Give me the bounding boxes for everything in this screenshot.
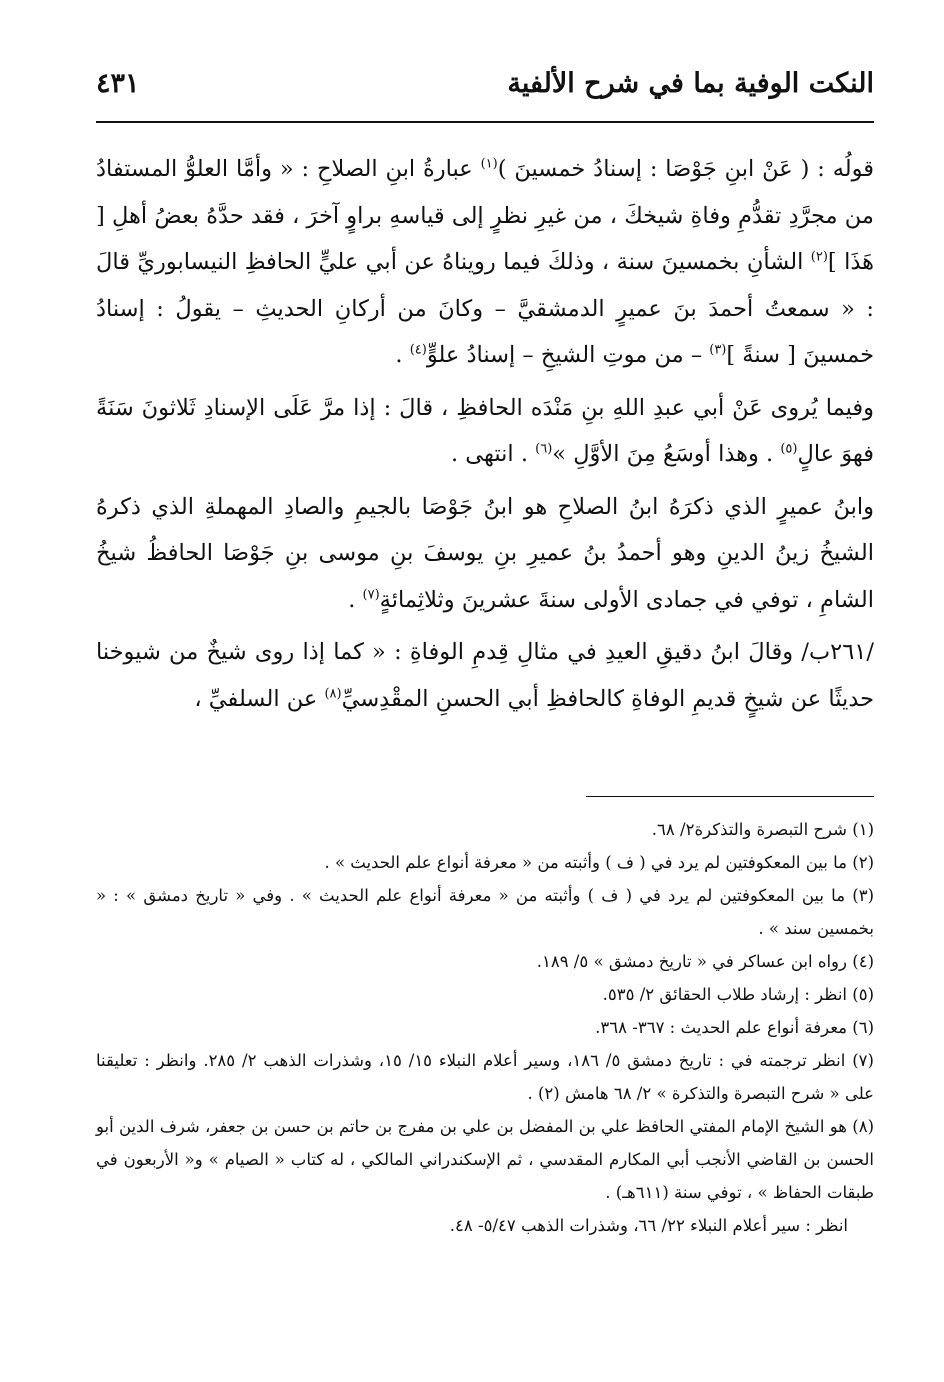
running-header xyxy=(96,68,874,120)
footnote-text: انظر : إرشاد طلاب الحقائق ٢/ ٥٣٥. xyxy=(602,985,847,1004)
footnote-1 xyxy=(96,813,874,846)
p2-text-c: . انتهى . xyxy=(450,441,536,467)
footnote-ref-6: (٦) xyxy=(535,441,553,457)
p3-text-a: وابنُ عميرٍ الذي ذكرَهُ ابنُ الصلاحِ هو ابنُ جَوْصَا بالجيمِ والصادِ المهملةِ الذي ذكرهُ الشيخُ زينُ الدينِ وهو أحمدُ بنُ عميرِ بنِ يوسفَ بنِ موسى بنِ جَوْصَا الحافظُ شيخُ الشامِ ، توفي في جمادى الأولى سنةَ عشرينَ وثلاثِمائةٍ xyxy=(96,493,874,613)
footnote-2 xyxy=(96,846,874,879)
footnote-ref-3: (٣) xyxy=(709,342,727,358)
footnote-text: رواه ابن عساكر في « تاريخ دمشق » ٥/ ١٨٩. xyxy=(536,952,847,971)
footnote-rule xyxy=(586,796,874,797)
footnote-number: (٢) xyxy=(852,853,874,872)
footnote-4 xyxy=(96,945,874,978)
footnote-text: هو الشيخ الإمام المفتي الحافظ علي بن المفضل بن علي بن مفرج بن حاتم بن حسن بن جعفر، شرف الدين أبو الحسن بن القاضي الأنجب أبي المكارم المقدسي ، ثم الإسكندراني المالكي ، له كتاب « الصيام » و« الأربعون في طبقات الحفاظ » ، توفي سنة (٦١١هـ) . xyxy=(96,1117,874,1202)
footnote-text: ما بين المعكوفتين لم يرد في ( ف ) وأثبته من « معرفة أنواع علم الحديث » . xyxy=(324,853,847,872)
p1-text-d: – من موتِ الشيخِ – إسنادُ علوٍّ xyxy=(426,342,710,368)
paragraph-1 xyxy=(96,146,874,379)
footnote-number: (٥) xyxy=(852,985,874,1004)
footnote-text: ما بين المعكوفتين لم يرد في ( ف ) وأثبته من « معرفة أنواع علم الحديث » . وفي « تاريخ دمشق » : « بخمسين سند » . xyxy=(96,886,874,938)
page-number: ٤٣١ xyxy=(96,68,140,99)
footnote-5 xyxy=(96,978,874,1011)
p1-text-c: الشأنِ بخمسينَ سنة ، وذلكَ فيما رويناهُ عن أبي عليٍّ الحافظِ النيسابوريِّ قالَ : « سمعتُ أحمدَ بنَ عميرٍ الدمشقيَّ – وكانَ من أركانِ الحديثِ – يقولُ : إسنادُ خمسينَ [ سنةً ] xyxy=(96,249,874,368)
p2-text-b: . وهذا أوسَعُ مِنَ الأوَّلِ » xyxy=(552,441,781,467)
footnote-ref-4: (٤) xyxy=(409,342,427,358)
paragraph-3 xyxy=(96,484,874,624)
footnote-number: (١) xyxy=(852,820,874,839)
footnote-number: (٣) xyxy=(852,886,874,905)
book-title: النكت الوفية بما في شرح الألفية xyxy=(507,68,874,99)
footnote-text: انظر ترجمته في : تاريخ دمشق ٥/ ١٨٦، وسير أعلام النبلاء ١٥/ ١٥، وشذرات الذهب ٢/ ٢٨٥. وانظر : تعليقنا على « شرح التبصرة والتذكرة » ٢/ ٦٨ هامش (٢) . xyxy=(96,1051,874,1103)
footnote-6 xyxy=(96,1011,874,1044)
footnote-ref-2: (٢) xyxy=(810,249,828,265)
p1-text-e: . xyxy=(395,342,410,368)
footnote-ref-5: (٥) xyxy=(780,441,798,457)
footnote-3 xyxy=(96,879,874,945)
footnotes xyxy=(96,813,874,1242)
paragraph-4 xyxy=(96,629,874,722)
footnote-text: شرح التبصرة والتذكرة٢/ ٦٨. xyxy=(651,820,847,839)
header-rule xyxy=(96,121,874,123)
footnote-number: (٤) xyxy=(852,952,874,971)
p2-text-a: وفيما يُروى عَنْ أبي عبدِ اللهِ بنِ مَنْدَه الحافظِ ، قالَ : إذا مرَّ عَلَى الإسنادِ ثَلاثونَ سَنَةً فهوَ عالٍ xyxy=(96,394,874,467)
footnote-number: (٨) xyxy=(852,1117,874,1136)
p4-text-b: عن السلفيِّ ، xyxy=(194,685,325,712)
footnote-8 xyxy=(96,1110,874,1209)
p4-text-a: /٢٦١ب/ وقالَ ابنُ دقيقِ العيدِ في مثالِ قِدمِ الوفاةِ : « كما إذا روى شيخٌ من شيوخنا حديثًا عن شيخٍ قديمِ الوفاةِ كالحافظِ أبي الحسنِ المقْدِسيِّ xyxy=(96,639,874,712)
footnote-number: (٧) xyxy=(852,1051,874,1070)
footnote-number: (٦) xyxy=(852,1018,874,1037)
footnote-ref-7: (٧) xyxy=(362,587,380,602)
footnote-text: معرفة أنواع علم الحديث : ٣٦٧- ٣٦٨. xyxy=(595,1018,847,1037)
main-text xyxy=(96,146,874,722)
footnote-ref-1: (١) xyxy=(480,156,498,172)
p1-text-a: قولُه : ( عَنْ ابنِ جَوْصَا : إسنادُ خمسينَ ) xyxy=(497,156,874,182)
p3-text-b: . xyxy=(348,586,363,613)
footnote-ref-8: (٨) xyxy=(324,686,342,701)
footnote-7 xyxy=(96,1044,874,1110)
p1-text-b: عبارةُ ابنِ الصلاحِ : « وأمَّا العلوُّ المستفادُ من مجرَّدِ تقدُّمِ وفاةِ شيخكَ ، من غيرِ نظرٍ إلى قياسهِ براوٍ آخرَ ، فقد حدَّهُ بعضُ أهلِ [ هَذَا ] xyxy=(96,156,874,275)
footnote-8-continuation: انظر : سير أعلام النبلاء ٢٢/ ٦٦، وشذرات الذهب ٥/٤٧- ٤٨. xyxy=(449,1216,848,1235)
paragraph-2 xyxy=(96,385,874,478)
